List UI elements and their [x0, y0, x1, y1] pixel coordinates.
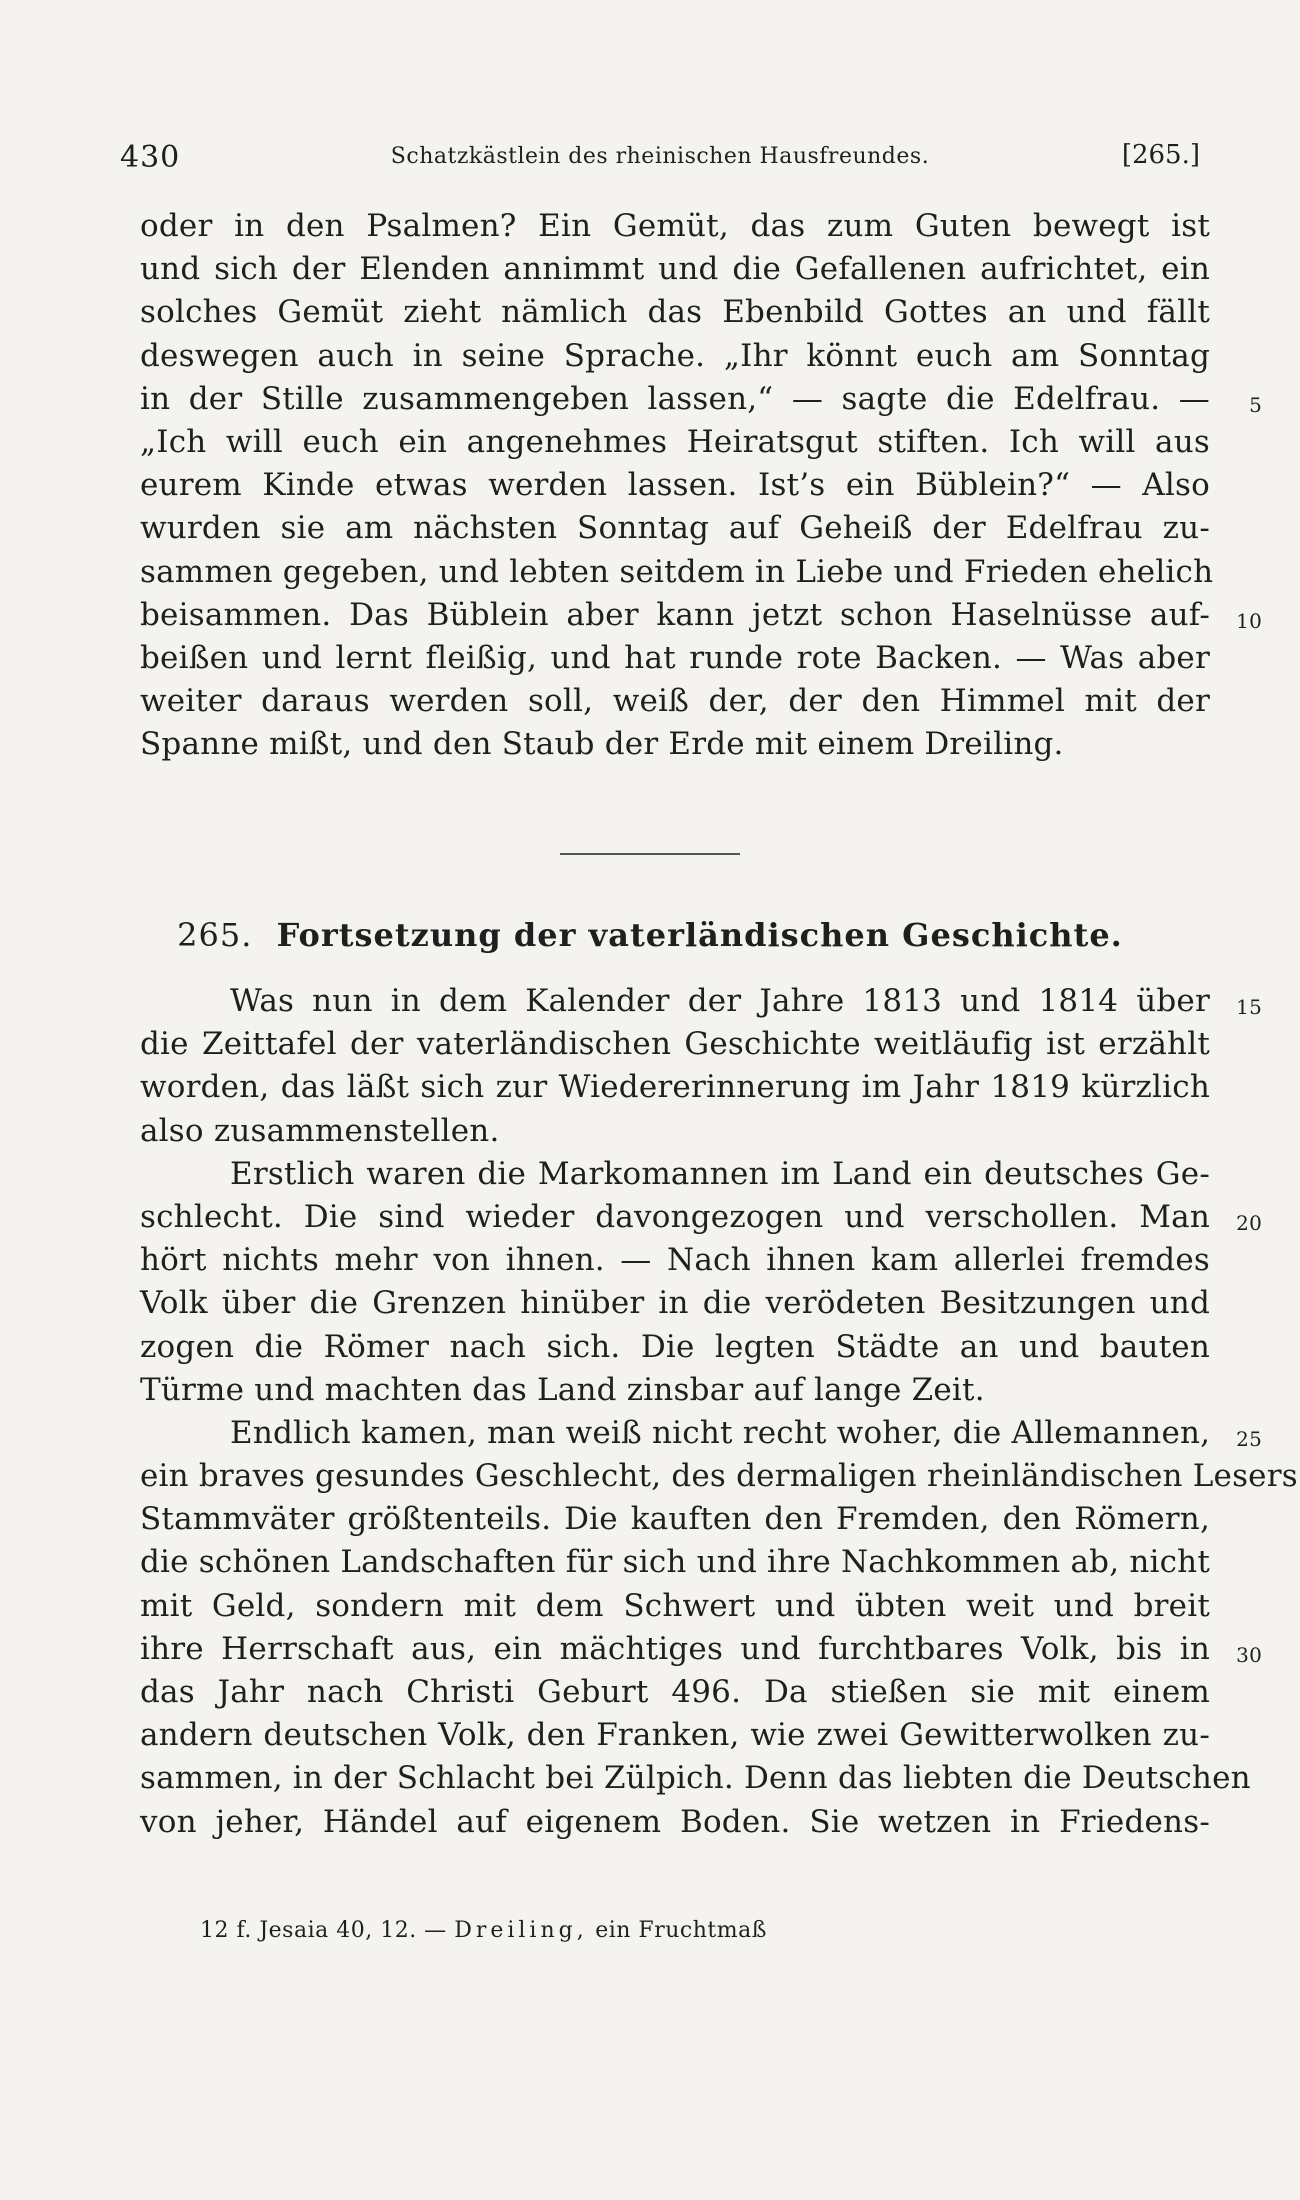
text-line — [140, 291, 1210, 334]
line-text: zogen die Römer nach sich. Die legten Städte an und bauten — [140, 1328, 1210, 1365]
line-text: deswegen auch in seine Sprache. „Ihr könnt euch am Sonntag — [140, 337, 1210, 374]
text-line — [140, 464, 1210, 507]
line-text: von jeher, Händel auf eigenem Boden. Sie wetzen in Friedens- — [140, 1803, 1210, 1840]
text-line — [140, 594, 1262, 637]
text-block-continuation — [140, 205, 1262, 766]
line-text: die Zeittafel der vaterländischen Geschichte weitläufig ist erzählt — [140, 1026, 1210, 1063]
text-line — [140, 248, 1210, 291]
line-text: das Jahr nach Christi Geburt 496. Da stießen sie mit einem — [140, 1674, 1210, 1710]
line-text: die schönen Landschaften für sich und ihre Nachkommen ab, nicht — [140, 1544, 1210, 1581]
footnote — [200, 1918, 767, 1943]
line-text: Türme und machten das Land zinsbar auf lange Zeit. — [140, 1371, 985, 1408]
page-number: 430 — [120, 140, 181, 175]
text-line — [140, 551, 1214, 594]
line-text: Endlich kamen, man weiß nicht recht woher, die Allemannen, — [230, 1414, 1211, 1451]
text-line — [140, 1196, 1262, 1239]
text-line — [140, 1714, 1210, 1757]
line-text: in der Stille zusammengeben lassen,“ — sagte die Edelfrau. — — [140, 380, 1210, 417]
running-title: Schatzkästlein des rheinischen Hausfreundes. — [390, 144, 930, 169]
page-header — [120, 140, 1200, 180]
line-number: 10 — [1236, 608, 1262, 633]
text-line — [140, 378, 1262, 421]
text-line — [140, 1455, 1298, 1498]
section-divider — [560, 853, 740, 855]
line-text: wurden sie am nächsten Sonntag auf Geheiß der Edelfrau zu- — [140, 510, 1210, 547]
line-text: Volk über die Grenzen hinüber in die verödeten Besitzungen und — [140, 1285, 1210, 1322]
text-line — [140, 1066, 1210, 1109]
line-text: ein braves gesundes Geschlecht, des dermaligen rheinländischen Lesers — [140, 1458, 1298, 1495]
line-text: schlecht. Die sind wieder davongezogen und verschollen. Man — [140, 1198, 1210, 1235]
line-text: beißen und lernt fleißig, und hat runde rote Backen. — Was aber — [140, 639, 1210, 676]
text-line — [140, 1671, 1210, 1714]
text-line — [140, 680, 1210, 723]
line-number: 30 — [1236, 1642, 1262, 1667]
line-text: worden, das läßt sich zur Wiedererinnerung im Jahr 1819 kürzlich — [140, 1069, 1210, 1106]
text-line — [140, 1498, 1210, 1541]
text-line — [140, 1023, 1210, 1066]
text-line — [140, 723, 1210, 766]
text-line — [140, 1369, 1210, 1412]
text-line — [140, 205, 1210, 248]
line-text: weiter daraus werden soll, weiß der, der den Himmel mit der — [140, 683, 1210, 720]
text-line — [140, 507, 1210, 550]
line-text: sammen gegeben, und lebten seitdem in Liebe und Frieden ehelich — [140, 553, 1214, 590]
line-text: Spanne mißt, und den Staub der Erde mit einem Dreiling. — [140, 726, 1064, 763]
line-number: 15 — [1236, 995, 1262, 1019]
line-text: hört nichts mehr von ihnen. — Nach ihnen kam allerlei fremdes — [140, 1242, 1210, 1279]
line-text: mit Geld, sondern mit dem Schwert und übten weit und breit — [140, 1587, 1210, 1624]
text-line — [140, 1801, 1210, 1844]
text-line — [140, 980, 1262, 1023]
line-text: „Ich will euch ein angenehmes Heiratsgut stiften. Ich will aus — [140, 423, 1210, 460]
text-block-section-265 — [140, 980, 1298, 1844]
footnote-term: Dreiling, — [454, 1918, 588, 1943]
section-heading — [0, 916, 1300, 954]
text-line — [140, 421, 1210, 464]
line-text: Stammväter größtenteils. Die kauften den Fremden, den Römern, — [140, 1501, 1210, 1538]
text-line — [140, 1326, 1210, 1369]
line-text: eurem Kinde etwas werden lassen. Ist’s ein Büblein?“ — Also — [140, 467, 1210, 504]
line-text: und sich der Elenden annimmt und die Gefallenen aufrichtet, ein — [140, 251, 1210, 288]
line-text: sammen, in der Schlacht bei Zülpich. Denn das liebten die Deutschen — [140, 1760, 1251, 1797]
section-reference: [265.] — [1121, 140, 1200, 170]
section-title: Fortsetzung der vaterländischen Geschichte. — [276, 916, 1123, 954]
text-line — [140, 335, 1210, 378]
text-line — [140, 1628, 1262, 1671]
line-number: 20 — [1236, 1210, 1262, 1235]
section-number: 265. — [177, 916, 253, 954]
line-text: Erstlich waren die Markomannen im Land ein deutsches Ge- — [230, 1155, 1210, 1192]
line-text: andern deutschen Volk, den Franken, wie zwei Gewitterwolken zu- — [140, 1717, 1210, 1754]
text-line — [140, 1239, 1210, 1282]
text-line — [140, 1153, 1210, 1196]
text-line — [140, 1757, 1251, 1800]
line-text: oder in den Psalmen? Ein Gemüt, das zum Guten bewegt ist — [140, 208, 1210, 244]
text-line — [140, 1282, 1210, 1325]
line-text: Was nun in dem Kalender der Jahre 1813 und 1814 über — [230, 983, 1210, 1019]
footnote-gloss: ein Fruchtmaß — [595, 1918, 767, 1943]
text-line — [140, 1541, 1210, 1584]
text-line — [140, 637, 1210, 680]
line-number: 25 — [1236, 1426, 1262, 1451]
text-line — [140, 1110, 1210, 1153]
line-text: also zusammenstellen. — [140, 1112, 500, 1149]
line-number: 5 — [1249, 392, 1262, 417]
line-text: ihre Herrschaft aus, ein mächtiges und furchtbares Volk, bis in — [140, 1630, 1210, 1667]
line-text: solches Gemüt zieht nämlich das Ebenbild Gottes an und fällt — [140, 294, 1210, 331]
line-text: beisammen. Das Büblein aber kann jetzt schon Haselnüsse auf- — [140, 596, 1210, 633]
text-line — [140, 1585, 1210, 1628]
text-line — [140, 1412, 1262, 1455]
footnote-reference: 12 f. Jesaia 40, 12. — — [200, 1918, 447, 1943]
